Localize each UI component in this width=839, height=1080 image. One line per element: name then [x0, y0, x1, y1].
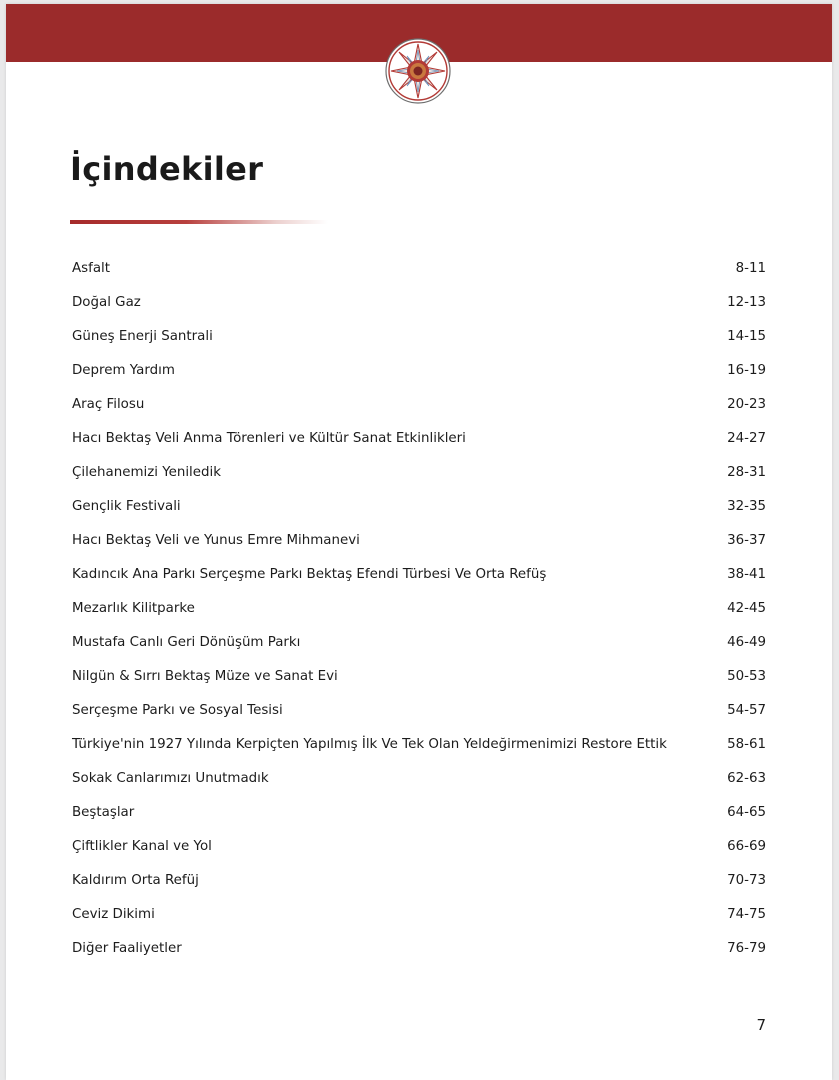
toc-entry-title: Serçeşme Parkı ve Sosyal Tesisi: [72, 703, 283, 718]
document-page: [6, 4, 832, 1080]
toc-entry-pages: 74-75: [727, 907, 766, 922]
toc-entry-title: Sokak Canlarımızı Unutmadık: [72, 771, 269, 786]
toc-entry: [72, 325, 766, 359]
title-underline: [70, 220, 328, 224]
toc-entry-pages: 28-31: [727, 465, 766, 480]
toc-entry: [72, 835, 766, 869]
toc-entry-title: Güneş Enerji Santrali: [72, 329, 213, 344]
toc-entry-pages: 50-53: [727, 669, 766, 684]
toc-entry-title: Mustafa Canlı Geri Dönüşüm Parkı: [72, 635, 301, 650]
toc-entry-title: Araç Filosu: [72, 397, 145, 412]
toc-entry-pages: 14-15: [727, 329, 766, 344]
toc-entry: [72, 393, 766, 427]
toc-entry: [72, 733, 766, 767]
toc-entry-title: Beştaşlar: [72, 805, 135, 820]
toc-entry-pages: 8-11: [735, 261, 766, 276]
toc-entry: [72, 699, 766, 733]
toc-entry-title: Ceviz Dikimi: [72, 907, 155, 922]
toc-entry-title: Nilgün & Sırrı Bektaş Müze ve Sanat Evi: [72, 669, 338, 684]
toc-entry-pages: 20-23: [727, 397, 766, 412]
toc-entry-title: Çiftlikler Kanal ve Yol: [72, 839, 212, 854]
page-title: İçindekiler: [70, 150, 264, 188]
toc-entry: [72, 767, 766, 801]
toc-entry: [72, 461, 766, 495]
toc-entry-pages: 70-73: [727, 873, 766, 888]
table-of-contents: [72, 257, 766, 971]
toc-entry-pages: 54-57: [727, 703, 766, 718]
toc-entry-pages: 16-19: [727, 363, 766, 378]
toc-entry: [72, 937, 766, 971]
toc-entry: [72, 563, 766, 597]
toc-entry-title: Deprem Yardım: [72, 363, 175, 378]
page-number: 7: [756, 1016, 766, 1034]
toc-entry-pages: 38-41: [727, 567, 766, 582]
toc-entry-pages: 12-13: [727, 295, 766, 310]
toc-entry-title: Diğer Faaliyetler: [72, 941, 182, 956]
toc-entry: [72, 665, 766, 699]
toc-entry-pages: 42-45: [727, 601, 766, 616]
toc-entry-pages: 76-79: [727, 941, 766, 956]
toc-entry-pages: 32-35: [727, 499, 766, 514]
toc-entry: [72, 903, 766, 937]
toc-entry-pages: 62-63: [727, 771, 766, 786]
toc-entry-title: Hacı Bektaş Veli ve Yunus Emre Mihmanevi: [72, 533, 360, 548]
toc-entry-title: Kaldırım Orta Refüj: [72, 873, 199, 888]
toc-entry-pages: 36-37: [727, 533, 766, 548]
toc-entry: [72, 495, 766, 529]
toc-entry-pages: 24-27: [727, 431, 766, 446]
toc-entry: [72, 597, 766, 631]
toc-entry: [72, 801, 766, 835]
toc-entry-title: Mezarlık Kilitparke: [72, 601, 195, 616]
toc-entry-title: Türkiye'nin 1927 Yılında Kerpiçten Yapılmış İlk Ve Tek Olan Yeldeğirmenimizi Restore Ettik: [72, 737, 667, 752]
toc-entry: [72, 359, 766, 393]
toc-entry: [72, 869, 766, 903]
toc-entry-title: Kadıncık Ana Parkı Serçeşme Parkı Bektaş Efendi Türbesi Ve Orta Refüş: [72, 567, 547, 582]
toc-entry: [72, 257, 766, 291]
toc-entry: [72, 291, 766, 325]
toc-entry: [72, 631, 766, 665]
toc-entry-pages: 58-61: [727, 737, 766, 752]
municipality-seal-icon: [385, 38, 451, 104]
toc-entry-pages: 64-65: [727, 805, 766, 820]
toc-entry-pages: 66-69: [727, 839, 766, 854]
toc-entry-title: Gençlik Festivali: [72, 499, 181, 514]
toc-entry-title: Hacı Bektaş Veli Anma Törenleri ve Kültür Sanat Etkinlikleri: [72, 431, 466, 446]
toc-entry: [72, 529, 766, 563]
toc-entry-title: Doğal Gaz: [72, 295, 141, 310]
toc-entry-title: Çilehanemizi Yeniledik: [72, 465, 221, 480]
toc-entry: [72, 427, 766, 461]
toc-entry-pages: 46-49: [727, 635, 766, 650]
toc-entry-title: Asfalt: [72, 261, 111, 276]
